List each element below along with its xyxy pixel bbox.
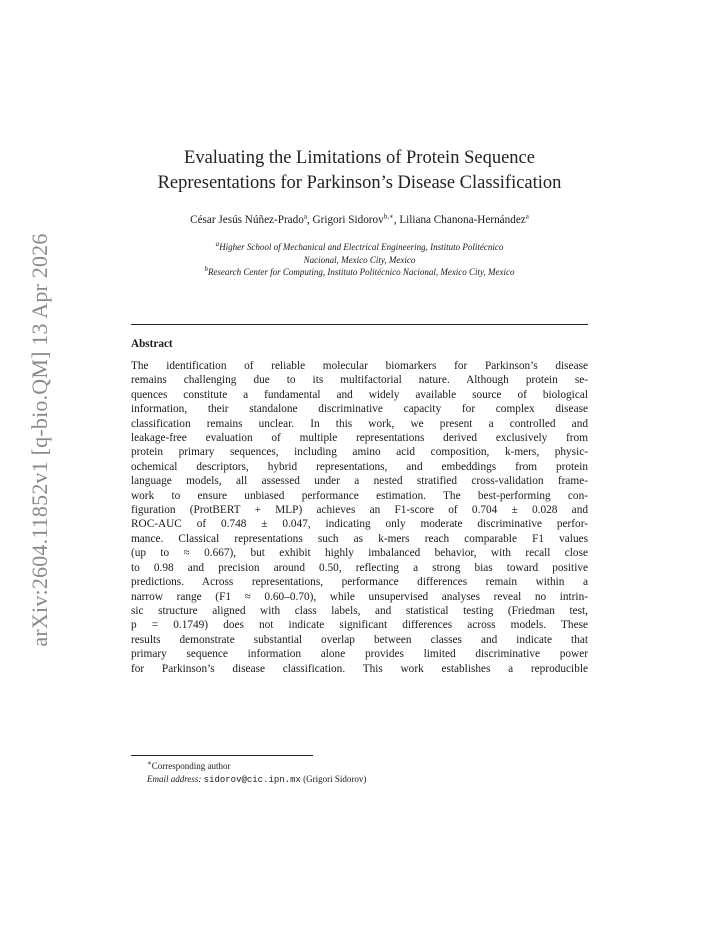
footnote-rule [131, 755, 313, 756]
abstract-line: sic structure aligned with class labels, and statistical testing (Friedman test, [131, 604, 588, 617]
abstract-line: (up to ≈ 0.667), but exhibit highly imbalanced behavior, with recall close [131, 547, 588, 560]
abstract-line: classification remains unclear. In this work, we present a controlled and [131, 417, 588, 430]
abstract-line: primary sequence information alone provides limited discriminative power [131, 648, 588, 661]
abstract-line: figuration (ProtBERT + MLP) achieves an F1-score of 0.704 ± 0.028 and [131, 504, 588, 517]
abstract-line: for Parkinson’s disease classification. This work establishes a reproducible [131, 662, 588, 675]
abstract-line: protein primary sequences, including amino acid composition, k-mers, physic- [131, 446, 588, 459]
abstract-line: predictions. Across representations, performance differences remain within a [131, 576, 588, 589]
abstract-heading: Abstract [131, 338, 173, 350]
abstract-line: quences constitute a fundamental and widely available source of biological [131, 388, 588, 401]
abstract-line: mance. Classical representations such as k-mers reach comparable F1 values [131, 532, 588, 545]
author-affil-mark: a [525, 212, 529, 221]
author-name: Grigori Sidorov [312, 214, 384, 226]
footnotes [147, 760, 366, 786]
author-affil-mark: a [303, 212, 307, 221]
arxiv-identifier-stamp: arXiv:2604.11852v1 [q-bio.QM] 13 Apr 2026 [27, 233, 52, 647]
abstract-line: results demonstrate substantial overlap between classes and indicate that [131, 633, 588, 646]
author-list: César Jesús Núñez-Prado$^a$, Grigori Sidorov$^{b,∗}$, Liliana Chanona-Hernández$^a$ [190, 212, 529, 226]
paper-title [111, 146, 608, 196]
abstract-line: work to ensure unbiased performance estimation. The best-performing con- [131, 489, 588, 502]
abstract-line: information, their standalone discriminative capacity for complex disease [131, 403, 588, 416]
author-name: Liliana Chanona-Hernández [399, 214, 526, 226]
affiliation-a-line-2: Nacional, Mexico City, Mexico [303, 254, 416, 265]
footnote-email [147, 773, 366, 787]
abstract-body [131, 359, 588, 676]
title-line-2: Representations for Parkinson’s Disease Classification [157, 173, 562, 193]
abstract-line: ochemical descriptors, hybrid representations, and embeddings from protein [131, 460, 588, 473]
abstract-line: The identification of reliable molecular biomarkers for Parkinson’s disease [131, 360, 588, 372]
title-line-1: Evaluating the Limitations of Protein Sequence [184, 148, 535, 168]
footnote-corresponding: ∗Corresponding author [147, 759, 231, 771]
abstract-line: to 0.98 and precision around 0.50, reflecting a strong bias toward positive [131, 561, 588, 574]
email-address[interactable]: sidorov@cic.ipn.mx [203, 774, 301, 785]
affiliation-list [111, 241, 608, 279]
author-name: César Jesús Núñez-Prado [190, 214, 304, 226]
author-affil-mark: b,∗ [383, 212, 394, 221]
abstract-line: language models, all assessed under a nested stratified cross-validation frame- [131, 475, 588, 488]
abstract-line: ROC-AUC of 0.748 ± 0.047, indicating only moderate discriminative perfor- [131, 518, 588, 531]
affiliation-a-line-1: $^a$Higher School of Mechanical and Electrical Engineering, Instituto Politécnico [215, 240, 504, 252]
abstract-line: remains challenging due to its multifactorial nature. Although protein se- [131, 374, 588, 387]
abstract-line: leakage-free evaluation of multiple representations derived exclusively from [131, 432, 588, 445]
email-owner: (Grigori Sidorov) [303, 773, 367, 784]
abstract-line: p = 0.1749) does not indicate significant differences across models. These [131, 619, 588, 632]
email-label: Email address: [147, 773, 202, 784]
affiliation-b-line-1: $^b$Research Center for Computing, Instituto Politécnico Nacional, Mexico City, Mexico [204, 265, 515, 277]
abstract-line: narrow range (F1 ≈ 0.60–0.70), while unsupervised analyses reveal no intrin- [131, 590, 588, 603]
abstract-top-rule [131, 324, 588, 325]
